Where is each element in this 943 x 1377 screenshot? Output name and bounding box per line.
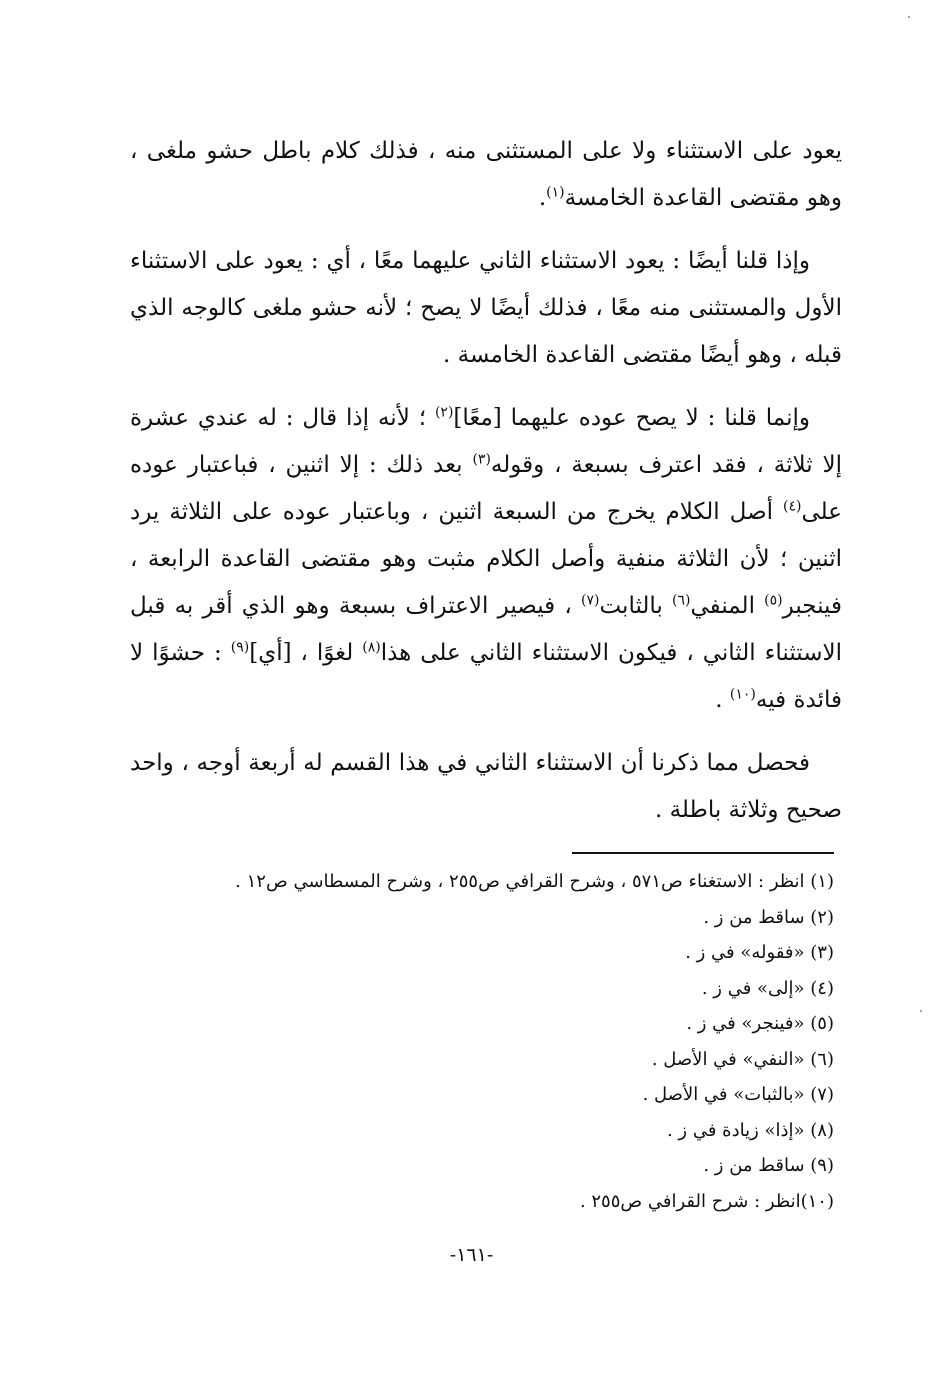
paragraph-3-seg-1: وإنما قلنا : لا يصح عوده عليهما [معًا] <box>453 405 810 431</box>
paragraph-1-text: يعود على الاستثناء ولا على المستثنى منه ، فذلك كلام باطل حشو ملغى ، وهو مقتضى القاعدة الخامسة <box>130 138 842 211</box>
main-text-block <box>130 128 842 850</box>
paragraph-1 <box>130 128 842 222</box>
paragraph-3-seg-8: لغوًا ، [أي] <box>249 640 363 666</box>
footnote-6: (٦) «النفي» في الأصل . <box>651 1048 834 1070</box>
footnote-9: (٩) ساقط من ز . <box>703 1155 834 1176</box>
scan-speck <box>920 1010 922 1012</box>
footnote-separator <box>572 852 834 854</box>
footnote-ref-8[interactable]: (٨) <box>362 639 381 656</box>
paragraph-3-seg-2: ؛ لأنه إذا قال : له عندي عشرة إلا ثلاثة ، فقد اعترف بسبعة ، وقوله <box>130 405 842 478</box>
footnote-10: (١٠)انظر : شرح القرافي ص٢٥٥ . <box>579 1190 834 1212</box>
paragraph-3-seg-5: المنفي <box>690 593 765 619</box>
paragraph-3-seg-6: بالثابت <box>599 593 673 619</box>
footnote-1: (١) انظر : الاستغناء ص٥٧١ ، وشرح القرافي ص٢٥٥ ، وشرح المسطاسي ص١٢ . <box>235 871 834 892</box>
footnote-ref-3[interactable]: (٣) <box>472 451 491 468</box>
footnote-ref-2[interactable]: (٢) <box>434 404 454 421</box>
footnote-ref-6[interactable]: (٦) <box>672 592 691 609</box>
footnote-ref-10[interactable]: (١٠) <box>729 686 756 703</box>
paragraph-4-text: فحصل مما ذكرنا أن الاستثناء الثاني في هذا القسم له أربعة أوجه ، واحد صحيح وثلاثة باطلة . <box>130 750 842 823</box>
footnote-3: (٣) «فقوله» في ز . <box>685 942 834 963</box>
scan-speck <box>908 16 910 18</box>
paragraph-3-seg-7: ، فيصير الاعتراف بسبعة وهو الذي أقر به قبل الاستثناء الثاني ، فيكون الاستثناء الثاني على هذا <box>130 593 843 666</box>
footnote-ref-9[interactable]: (٩) <box>230 639 250 656</box>
footnote-7: (٧) «بالثبات» في الأصل . <box>642 1084 834 1105</box>
page-number: -١٦١- <box>449 1244 494 1266</box>
paragraph-3-seg-10: . <box>715 687 730 713</box>
paragraph-3-seg-9: : حشوًا لا فائدة فيه <box>130 640 842 713</box>
footnotes-block <box>120 864 834 1219</box>
footnote-ref-5[interactable]: (٥) <box>764 592 783 609</box>
paragraph-3-seg-3: بعد ذلك : إلا اثنين ، فباعتبار عوده على <box>130 452 842 525</box>
footnote-4: (٤) «إلى» في ز . <box>701 977 834 999</box>
paragraph-2-text: وإذا قلنا أيضًا : يعود الاستثناء الثاني عليهما معًا ، أي : يعود على الاستثناء الأول والمستثنى منه معًا ، فذلك أيضًا لا يصح ؛ لأنه حشو ملغى كالوجه الذي قبله ، وهو أيضًا مقتضى القاعدة الخامسة . <box>130 248 842 368</box>
paragraph-3-seg-4: أصل الكلام يخرج من السبعة اثنين ، وباعتبار عوده على الثلاثة يرد اثنين ؛ لأن الثلاثة منفية وأصل الكلام مثبت وهو مقتضى القاعدة الرابعة ، فينجبر <box>130 499 842 619</box>
footnote-5: (٥) «فينجر» في ز . <box>686 1013 834 1034</box>
footnote-ref-7[interactable]: (٧) <box>581 592 600 609</box>
paragraph-2 <box>130 238 842 379</box>
footnote-2: (٢) ساقط من ز . <box>703 906 834 928</box>
paragraph-3 <box>130 395 842 724</box>
paragraph-1-tail: . <box>538 185 547 211</box>
footnote-ref-4[interactable]: (٤) <box>783 498 802 515</box>
footnote-8: (٨) «إذا» زيادة في ز . <box>666 1119 834 1141</box>
paragraph-4 <box>130 740 842 834</box>
footnote-ref-1[interactable]: (١) <box>546 184 565 201</box>
